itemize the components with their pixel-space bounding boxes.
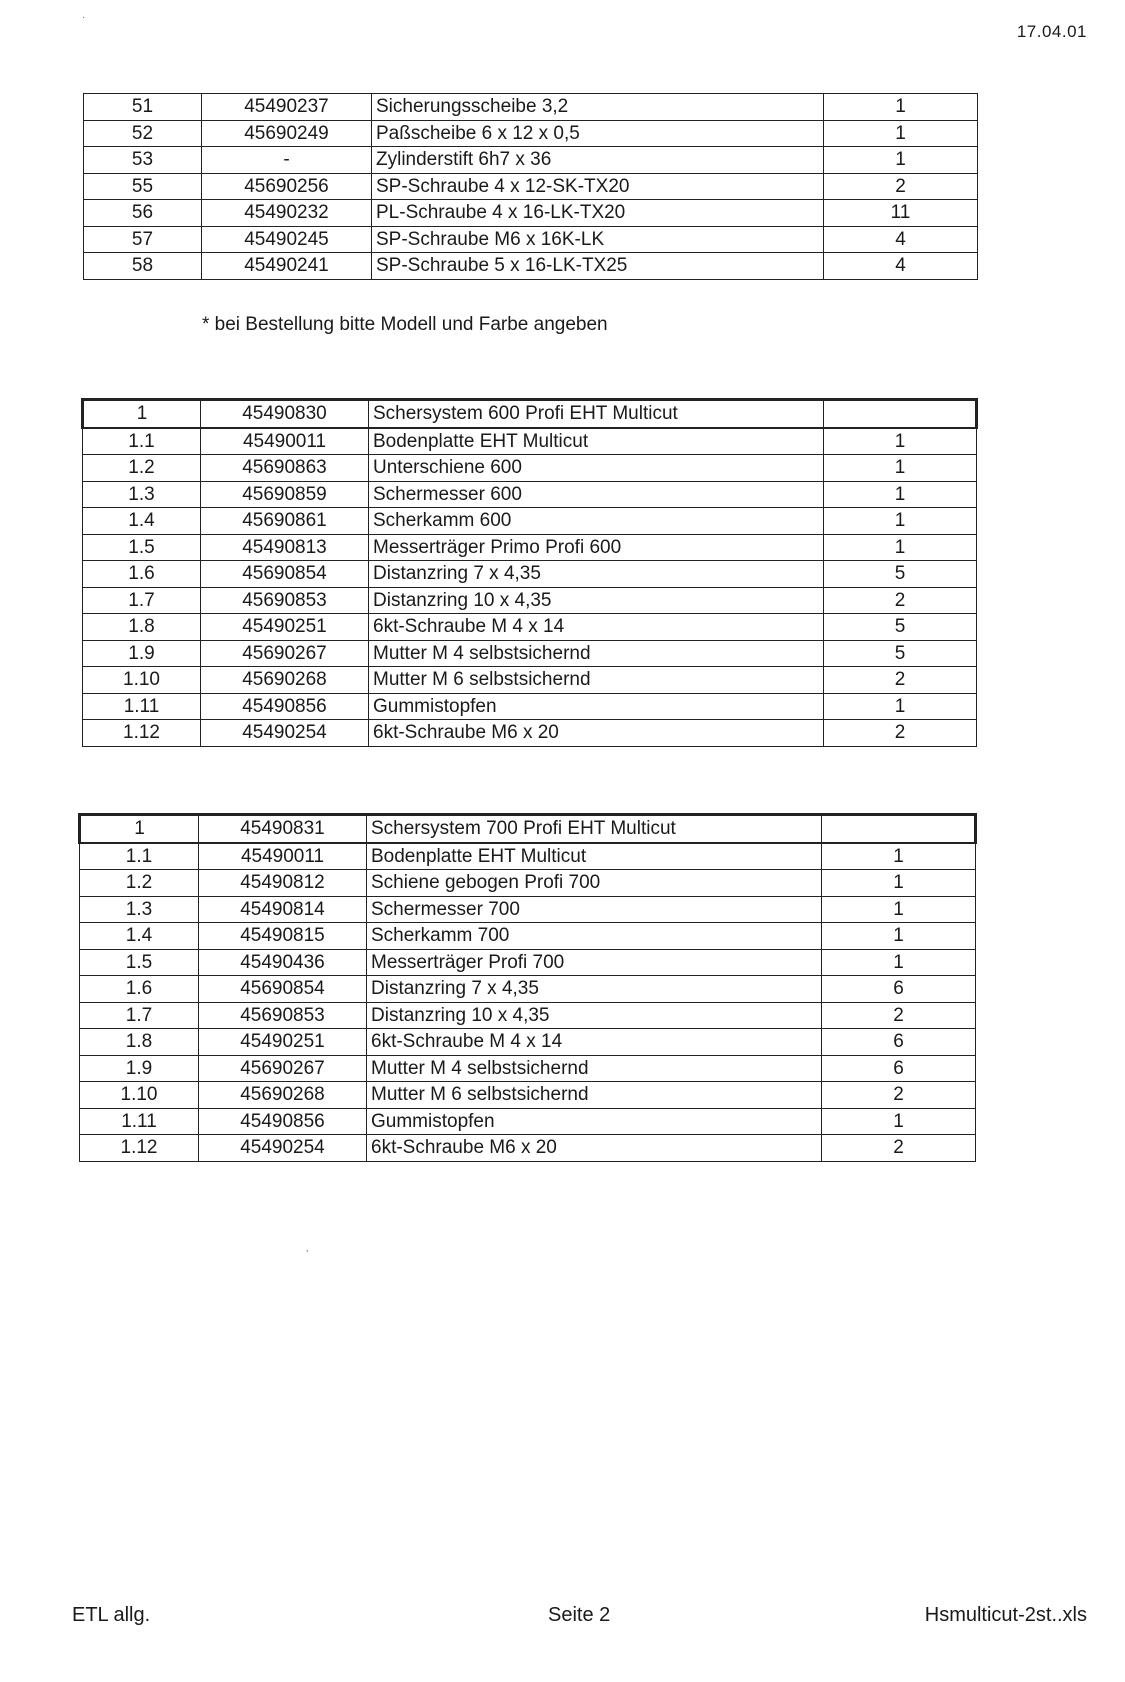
description-cell: Unterschiene 600 (369, 455, 824, 482)
article-number-cell: 45690853 (199, 1002, 367, 1029)
order-note: * bei Bestellung bitte Modell und Farbe angeben (202, 314, 608, 335)
quantity-cell: 2 (824, 587, 977, 614)
article-number-cell: 45490237 (202, 94, 372, 121)
position-cell: 1.7 (83, 587, 201, 614)
quantity-cell: 1 (824, 508, 977, 535)
quantity-cell: 2 (824, 720, 977, 747)
position-cell: 53 (84, 147, 202, 174)
article-number-cell: 45490436 (199, 949, 367, 976)
article-number-cell: 45490011 (201, 428, 369, 455)
quantity-cell: 2 (824, 173, 978, 200)
position-cell: 58 (84, 253, 202, 280)
description-cell: SP-Schraube 4 x 12-SK-TX20 (372, 173, 824, 200)
article-number-cell: 45490815 (199, 923, 367, 950)
table-row (83, 455, 977, 482)
table-row (84, 226, 978, 253)
position-cell: 1.3 (80, 896, 199, 923)
description-cell: Schermesser 700 (367, 896, 822, 923)
description-cell: Mutter M 4 selbstsichernd (367, 1055, 822, 1082)
assembly-header-row (80, 815, 976, 843)
table-row (80, 1108, 976, 1135)
description-cell: Schersystem 700 Profi EHT Multicut (367, 815, 822, 843)
description-cell: Schiene gebogen Profi 700 (367, 870, 822, 897)
table-row (80, 923, 976, 950)
table-row (80, 1082, 976, 1109)
article-number-cell: 45490251 (199, 1029, 367, 1056)
description-cell: Distanzring 7 x 4,35 (367, 976, 822, 1003)
parts-table-continued (83, 93, 978, 280)
document-date: 17.04.01 (1016, 22, 1087, 41)
position-cell: 1.6 (83, 561, 201, 588)
position-cell: 1.5 (83, 534, 201, 561)
article-number-cell: 45690267 (199, 1055, 367, 1082)
position-cell: 1.1 (83, 428, 201, 455)
quantity-cell: 1 (822, 896, 976, 923)
position-cell: 55 (84, 173, 202, 200)
article-number-cell: 45490011 (199, 843, 367, 870)
table-row (84, 200, 978, 227)
table-row (83, 640, 977, 667)
assembly-header-row (83, 400, 977, 428)
description-cell: 6kt-Schraube M 4 x 14 (367, 1029, 822, 1056)
quantity-cell: 6 (822, 1055, 976, 1082)
position-cell: 1.5 (80, 949, 199, 976)
table-row (80, 843, 976, 870)
table-row (83, 667, 977, 694)
quantity-cell: 1 (824, 693, 977, 720)
quantity-cell: 1 (822, 870, 976, 897)
description-cell: 6kt-Schraube M 4 x 14 (369, 614, 824, 641)
parts-table-schersystem-700 (78, 813, 977, 1162)
description-cell: Gummistopfen (367, 1108, 822, 1135)
description-cell: Sicherungsscheibe 3,2 (372, 94, 824, 121)
quantity-cell: 6 (822, 1029, 976, 1056)
quantity-cell: 5 (824, 640, 977, 667)
position-cell: 1.8 (83, 614, 201, 641)
table-row (80, 1002, 976, 1029)
description-cell: Zylinderstift 6h7 x 36 (372, 147, 824, 174)
position-cell: 1.12 (83, 720, 201, 747)
table-row (84, 147, 978, 174)
article-number-cell: 45690267 (201, 640, 369, 667)
article-number-cell: 45490254 (201, 720, 369, 747)
quantity-cell (824, 400, 977, 428)
description-cell: Distanzring 10 x 4,35 (367, 1002, 822, 1029)
article-number-cell: 45690853 (201, 587, 369, 614)
article-number-cell: 45690854 (201, 561, 369, 588)
article-number-cell: 45490241 (202, 253, 372, 280)
quantity-cell: 5 (824, 614, 977, 641)
description-cell: SP-Schraube M6 x 16K-LK (372, 226, 824, 253)
table-row (83, 508, 977, 535)
position-cell: 56 (84, 200, 202, 227)
description-cell: 6kt-Schraube M6 x 20 (369, 720, 824, 747)
position-cell: 1.4 (80, 923, 199, 950)
position-cell: 1.11 (83, 693, 201, 720)
position-cell: 51 (84, 94, 202, 121)
article-number-cell: 45690249 (202, 120, 372, 147)
quantity-cell: 1 (824, 94, 978, 121)
position-cell: 1.12 (80, 1135, 199, 1162)
description-cell: Messerträger Profi 700 (367, 949, 822, 976)
quantity-cell: 5 (824, 561, 977, 588)
description-cell: Schersystem 600 Profi EHT Multicut (369, 400, 824, 428)
scan-mark: ‚ (306, 1243, 309, 1254)
quantity-cell: 1 (824, 534, 977, 561)
table-row (83, 561, 977, 588)
table-row (83, 481, 977, 508)
table-row (80, 976, 976, 1003)
description-cell: Distanzring 10 x 4,35 (369, 587, 824, 614)
position-cell: 57 (84, 226, 202, 253)
quantity-cell: 6 (822, 976, 976, 1003)
quantity-cell: 4 (824, 226, 978, 253)
quantity-cell: 2 (822, 1002, 976, 1029)
article-number-cell: 45490856 (201, 693, 369, 720)
article-number-cell: 45490831 (199, 815, 367, 843)
description-cell: 6kt-Schraube M6 x 20 (367, 1135, 822, 1162)
description-cell: Mutter M 6 selbstsichernd (367, 1082, 822, 1109)
quantity-cell (822, 815, 976, 843)
description-cell: Scherkamm 700 (367, 923, 822, 950)
article-number-cell: 45490814 (199, 896, 367, 923)
position-cell: 1.2 (80, 870, 199, 897)
description-cell: Scherkamm 600 (369, 508, 824, 535)
footer-filename: Hsmulticut-2st..xls (924, 1604, 1087, 1626)
article-number-cell: - (202, 147, 372, 174)
quantity-cell: 2 (822, 1082, 976, 1109)
footer-left: ETL allg. (72, 1604, 151, 1626)
position-cell: 1.9 (80, 1055, 199, 1082)
article-number-cell: 45490245 (202, 226, 372, 253)
description-cell: Schermesser 600 (369, 481, 824, 508)
position-cell: 1.10 (83, 667, 201, 694)
article-number-cell: 45690268 (201, 667, 369, 694)
article-number-cell: 45690256 (202, 173, 372, 200)
position-cell: 1.1 (80, 843, 199, 870)
article-number-cell: 45490813 (201, 534, 369, 561)
quantity-cell: 1 (822, 843, 976, 870)
table-row (83, 614, 977, 641)
quantity-cell: 1 (822, 1108, 976, 1135)
quantity-cell: 2 (824, 667, 977, 694)
description-cell: Messerträger Primo Profi 600 (369, 534, 824, 561)
table-row (80, 870, 976, 897)
table-row (84, 94, 978, 121)
article-number-cell: 45490856 (199, 1108, 367, 1135)
description-cell: PL-Schraube 4 x 16-LK-TX20 (372, 200, 824, 227)
table-row (80, 1055, 976, 1082)
quantity-cell: 11 (824, 200, 978, 227)
description-cell: Gummistopfen (369, 693, 824, 720)
table-row (83, 720, 977, 747)
table-row (84, 173, 978, 200)
quantity-cell: 1 (822, 949, 976, 976)
description-cell: Bodenplatte EHT Multicut (369, 428, 824, 455)
table-row (84, 120, 978, 147)
article-number-cell: 45690854 (199, 976, 367, 1003)
table-row (80, 1029, 976, 1056)
position-cell: 1.4 (83, 508, 201, 535)
quantity-cell: 1 (824, 455, 977, 482)
table-row (83, 428, 977, 455)
article-number-cell: 45490812 (199, 870, 367, 897)
table-row (84, 253, 978, 280)
quantity-cell: 1 (824, 481, 977, 508)
article-number-cell: 45690861 (201, 508, 369, 535)
description-cell: Mutter M 4 selbstsichernd (369, 640, 824, 667)
description-cell: Distanzring 7 x 4,35 (369, 561, 824, 588)
table-row (83, 534, 977, 561)
position-cell: 1.3 (83, 481, 201, 508)
quantity-cell: 1 (822, 923, 976, 950)
article-number-cell: 45490232 (202, 200, 372, 227)
article-number-cell: 45690859 (201, 481, 369, 508)
position-cell: 52 (84, 120, 202, 147)
description-cell: Mutter M 6 selbstsichernd (369, 667, 824, 694)
table-row (80, 896, 976, 923)
page-number: Seite 2 (548, 1604, 611, 1626)
article-number-cell: 45690863 (201, 455, 369, 482)
table-row (80, 949, 976, 976)
quantity-cell: 2 (822, 1135, 976, 1162)
quantity-cell: 1 (824, 428, 977, 455)
position-cell: 1 (80, 815, 199, 843)
table-row (83, 693, 977, 720)
description-cell: SP-Schraube 5 x 16-LK-TX25 (372, 253, 824, 280)
quantity-cell: 1 (824, 147, 978, 174)
position-cell: 1 (83, 400, 201, 428)
position-cell: 1.10 (80, 1082, 199, 1109)
quantity-cell: 4 (824, 253, 978, 280)
position-cell: 1.2 (83, 455, 201, 482)
position-cell: 1.6 (80, 976, 199, 1003)
article-number-cell: 45690268 (199, 1082, 367, 1109)
position-cell: 1.11 (80, 1108, 199, 1135)
table-row (80, 1135, 976, 1162)
scan-speck: · (82, 12, 86, 23)
position-cell: 1.9 (83, 640, 201, 667)
position-cell: 1.8 (80, 1029, 199, 1056)
article-number-cell: 45490830 (201, 400, 369, 428)
position-cell: 1.7 (80, 1002, 199, 1029)
description-cell: Paßscheibe 6 x 12 x 0,5 (372, 120, 824, 147)
article-number-cell: 45490254 (199, 1135, 367, 1162)
article-number-cell: 45490251 (201, 614, 369, 641)
parts-table-schersystem-600 (81, 398, 978, 747)
table-row (83, 587, 977, 614)
description-cell: Bodenplatte EHT Multicut (367, 843, 822, 870)
quantity-cell: 1 (824, 120, 978, 147)
